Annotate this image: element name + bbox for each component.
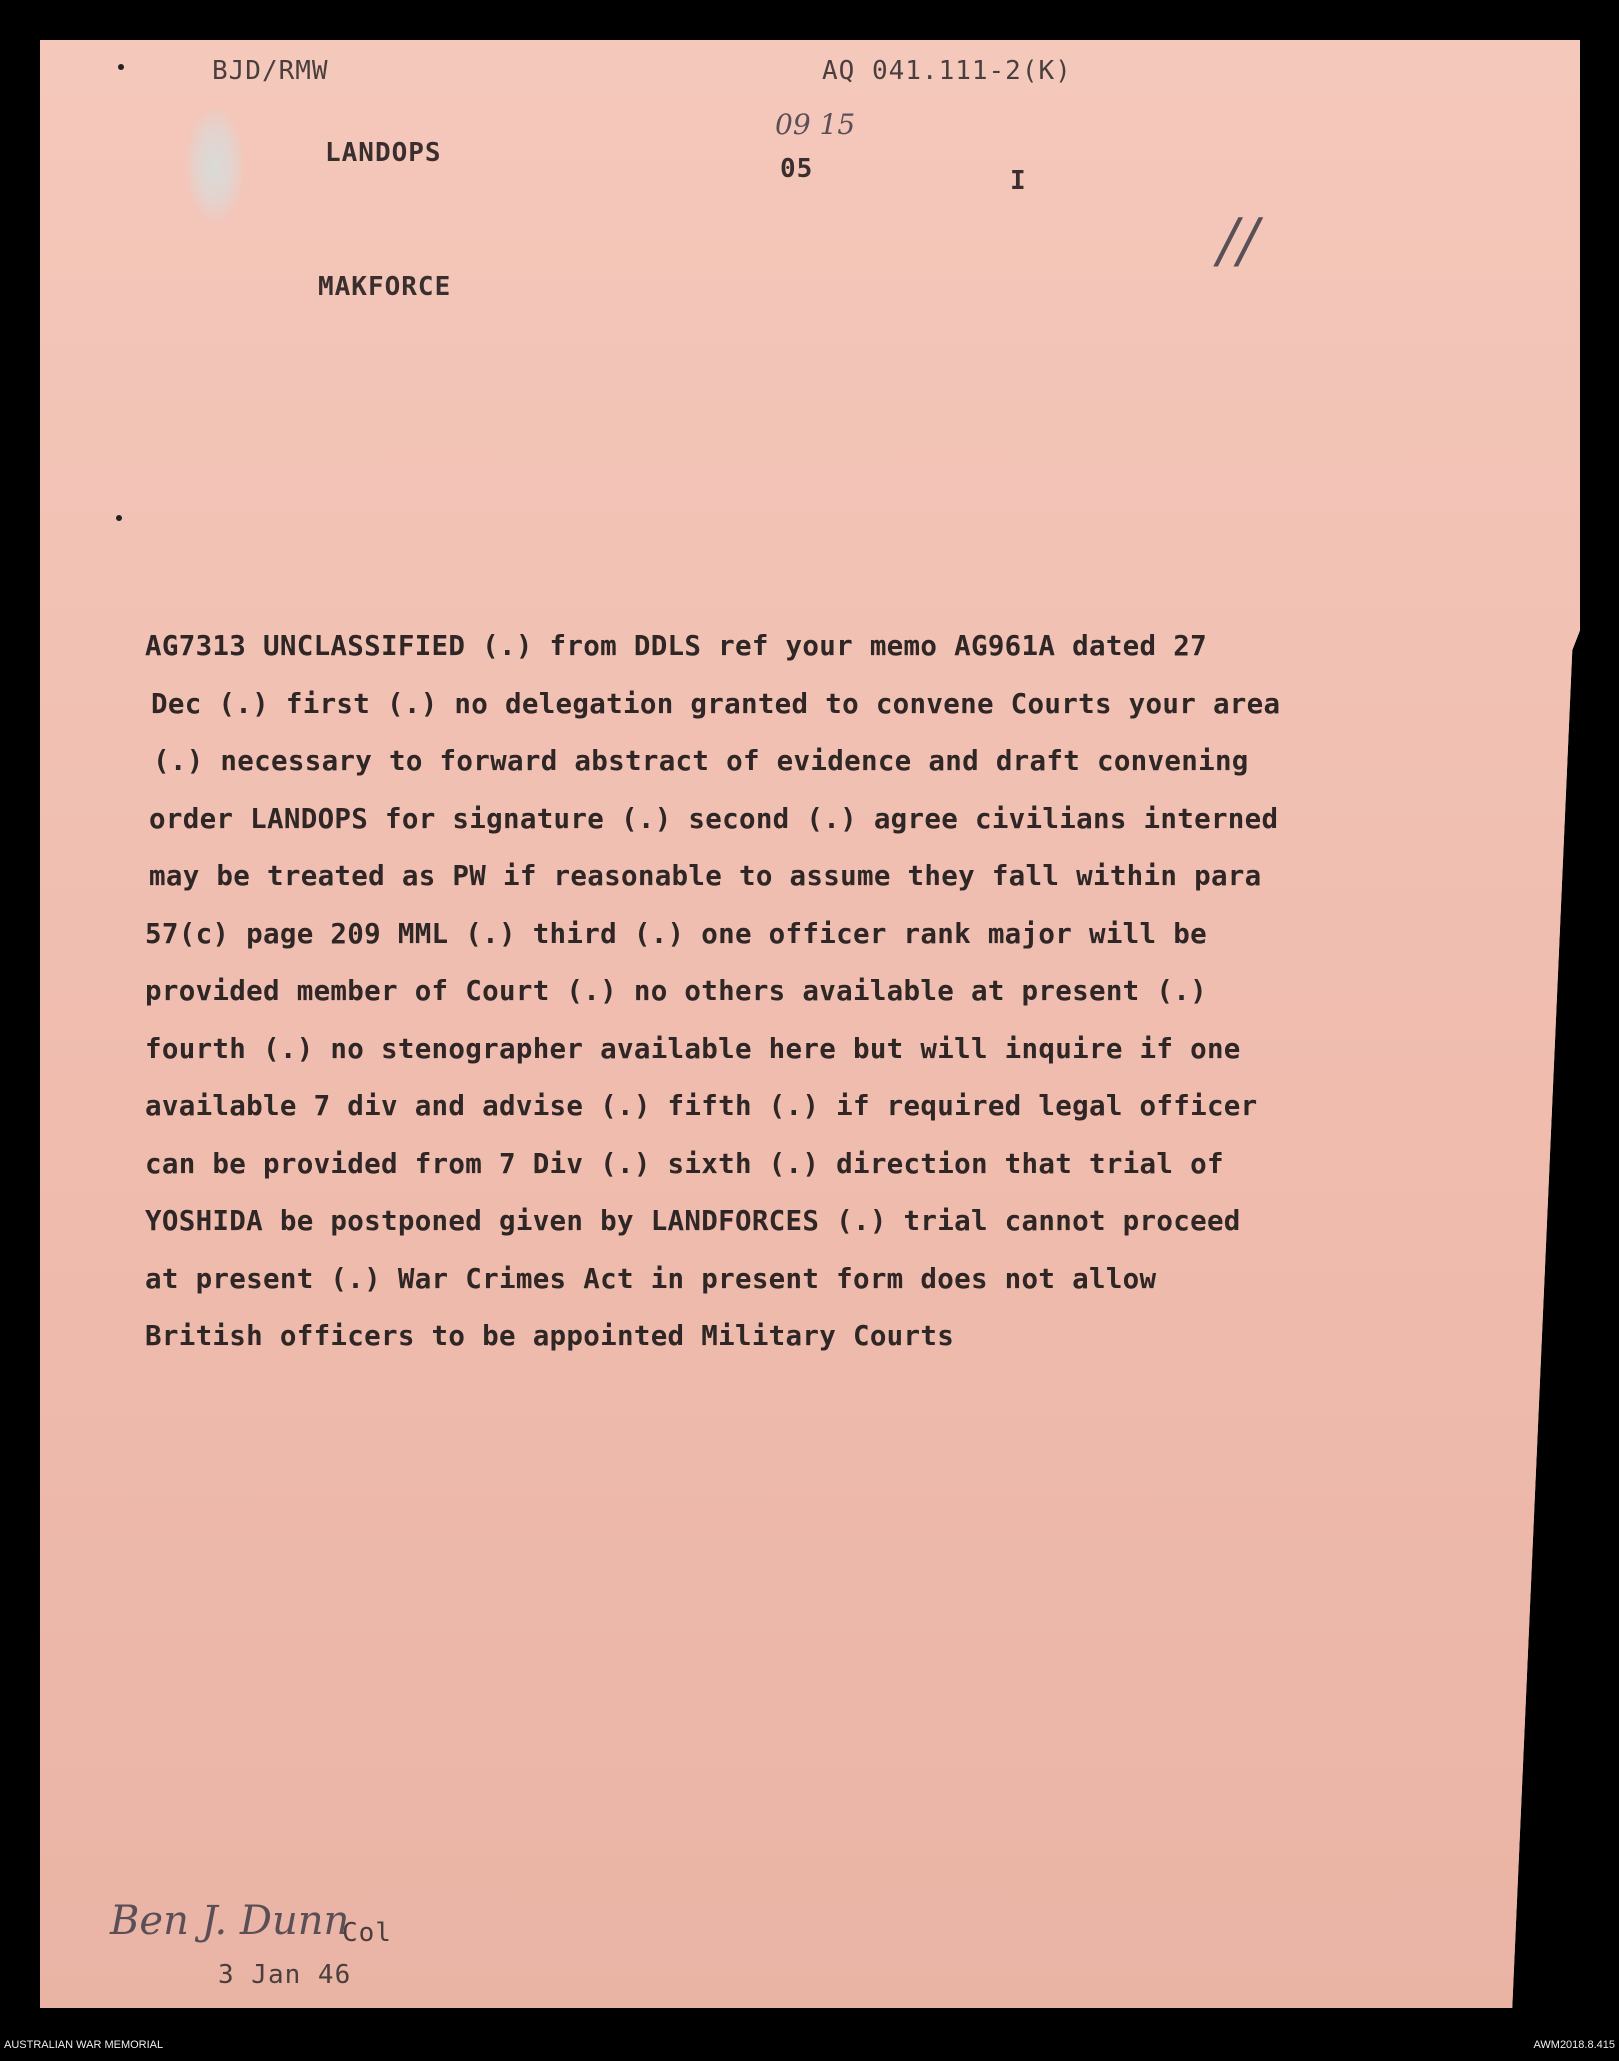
body-line: Dec (.) first (.) no delegation granted to convene Courts your area	[151, 687, 1281, 720]
archive-caption-left: AUSTRALIAN WAR MEMORIAL	[4, 2039, 164, 2051]
body-line: 57(c) page 209 MML (.) third (.) one officer rank major will be	[145, 917, 1207, 950]
message-body	[145, 618, 1445, 1366]
addressee-from: MAKFORCE	[318, 272, 452, 302]
body-line: provided member of Court (.) no others available at present (.)	[145, 975, 1207, 1007]
hole-mark	[116, 515, 122, 521]
body-line: at present (.) War Crimes Act in present form does not allow	[145, 1262, 1157, 1295]
header-code: 05	[780, 154, 814, 184]
priority-mark: I	[1010, 166, 1027, 196]
body-line: British officers to be appointed Military Courts	[145, 1320, 955, 1352]
signature-date: 3 Jan 46	[218, 1960, 352, 1990]
paper-tear-damage	[185, 105, 245, 225]
signature: Ben J. Dunn	[110, 1898, 350, 1944]
body-line: YOSHIDA be postponed given by LANDFORCES (.) trial cannot proceed	[145, 1205, 1241, 1237]
signatory-rank: Col	[342, 1918, 392, 1948]
header-reference: AQ 041.111-2(K)	[822, 56, 1072, 86]
archive-caption-right: AWM2018.8.415	[1533, 2039, 1615, 2051]
body-line: available 7 div and advise (.) fifth (.) if required legal officer	[145, 1090, 1258, 1122]
header-initials: BJD/RMW	[212, 56, 329, 86]
body-line: AG7313 UNCLASSIFIED (.) from DDLS ref your memo AG961A dated 27	[145, 630, 1207, 662]
handwritten-number: 09 15	[775, 108, 856, 141]
hole-mark	[118, 64, 124, 70]
body-line: may be treated as PW if reasonable to assume they fall within para	[149, 860, 1262, 892]
handwritten-tick: //	[1218, 206, 1259, 276]
body-line: fourth (.) no stenographer available here but will inquire if one	[145, 1032, 1241, 1065]
body-line: order LANDOPS for signature (.) second (.) agree civilians interned	[149, 802, 1279, 835]
body-line: can be provided from 7 Div (.) sixth (.) direction that trial of	[145, 1147, 1224, 1180]
body-line: (.) necessary to forward abstract of evidence and draft convening	[153, 745, 1249, 777]
addressee-to: LANDOPS	[325, 138, 442, 168]
